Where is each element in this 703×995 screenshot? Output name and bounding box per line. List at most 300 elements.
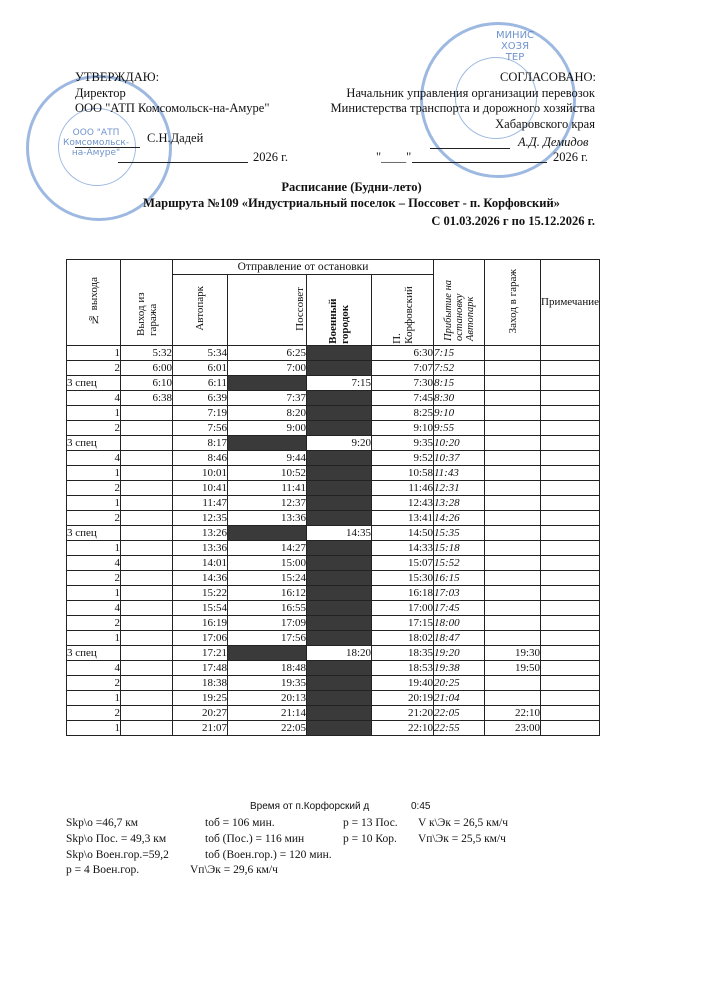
cell-possovet: 18:48 bbox=[228, 661, 307, 676]
cell-voen: 18:20 bbox=[307, 646, 372, 661]
cell-autopark: 10:01 bbox=[173, 466, 228, 481]
table-row bbox=[67, 421, 600, 436]
cell-voen bbox=[307, 481, 372, 496]
table-row bbox=[67, 631, 600, 646]
cell-korf: 20:19 bbox=[372, 691, 434, 706]
agree-date-suffix: 2026 г. bbox=[553, 150, 588, 164]
cell-exit: 4 bbox=[67, 556, 121, 571]
cell-autopark: 20:27 bbox=[173, 706, 228, 721]
cell-exit: 3 спец bbox=[67, 646, 121, 661]
table-row bbox=[67, 646, 600, 661]
cell-voen bbox=[307, 511, 372, 526]
cell-exit: 2 bbox=[67, 361, 121, 376]
cell-voen bbox=[307, 706, 372, 721]
left-stamp-line3: на-Амуре" bbox=[71, 148, 121, 158]
cell-arrival: 14:26 bbox=[434, 511, 485, 526]
cell-possovet bbox=[228, 376, 307, 391]
cell-note bbox=[541, 601, 600, 616]
cell-garage-in: 19:50 bbox=[485, 661, 541, 676]
cell-garage-out bbox=[121, 571, 173, 586]
cell-garage-in bbox=[485, 676, 541, 691]
agree-date-line bbox=[412, 162, 547, 163]
table-row bbox=[67, 361, 600, 376]
col-note: Примечание bbox=[541, 260, 600, 346]
cell-exit: 2 bbox=[67, 571, 121, 586]
cell-note bbox=[541, 616, 600, 631]
approve-date-suffix: 2026 г. bbox=[253, 150, 288, 164]
cell-exit: 4 bbox=[67, 451, 121, 466]
table-row bbox=[67, 346, 600, 361]
cell-garage-in bbox=[485, 691, 541, 706]
cell-garage-out bbox=[121, 451, 173, 466]
cell-autopark: 13:26 bbox=[173, 526, 228, 541]
cell-exit: 4 bbox=[67, 661, 121, 676]
table-row bbox=[67, 511, 600, 526]
agree-line2: Министерства транспорта и дорожного хозяйства bbox=[330, 101, 595, 115]
cell-garage-out bbox=[121, 496, 173, 511]
cell-garage-in bbox=[485, 436, 541, 451]
cell-korf: 7:07 bbox=[372, 361, 434, 376]
cell-garage-out bbox=[121, 691, 173, 706]
note-r-voen: р = 4 Воен.гор. bbox=[66, 864, 140, 876]
table-row bbox=[67, 451, 600, 466]
table-row bbox=[67, 571, 600, 586]
col-garage-out: Выход из гаража bbox=[121, 260, 173, 346]
right-stamp-line1: МИНИС bbox=[495, 30, 535, 41]
cell-arrival: 7:52 bbox=[434, 361, 485, 376]
cell-arrival: 19:38 bbox=[434, 661, 485, 676]
cell-arrival: 10:20 bbox=[434, 436, 485, 451]
cell-possovet: 7:37 bbox=[228, 391, 307, 406]
cell-garage-in bbox=[485, 526, 541, 541]
cell-garage-in bbox=[485, 586, 541, 601]
left-stamp-line2: Комсомольск- bbox=[62, 138, 130, 148]
note-tob-pos: tоб (Пос.) = 116 мин bbox=[205, 833, 305, 845]
cell-possovet: 22:05 bbox=[228, 721, 307, 736]
cell-garage-in bbox=[485, 421, 541, 436]
cell-korf: 15:07 bbox=[372, 556, 434, 571]
col-garage-in: Заход в гараж bbox=[485, 260, 541, 346]
cell-voen: 9:20 bbox=[307, 436, 372, 451]
cell-garage-in bbox=[485, 496, 541, 511]
cell-arrival: 9:10 bbox=[434, 406, 485, 421]
cell-korf: 16:18 bbox=[372, 586, 434, 601]
left-stamp-line1: ООО "АТП bbox=[72, 128, 120, 138]
cell-note bbox=[541, 646, 600, 661]
cell-voen: 14:35 bbox=[307, 526, 372, 541]
cell-garage-in bbox=[485, 616, 541, 631]
cell-possovet: 20:13 bbox=[228, 691, 307, 706]
cell-arrival: 17:03 bbox=[434, 586, 485, 601]
cell-garage-in bbox=[485, 346, 541, 361]
cell-exit: 1 bbox=[67, 631, 121, 646]
right-stamp-text bbox=[470, 30, 560, 63]
cell-possovet: 10:52 bbox=[228, 466, 307, 481]
table-row bbox=[67, 676, 600, 691]
cell-note bbox=[541, 631, 600, 646]
cell-note bbox=[541, 571, 600, 586]
cell-korf: 9:52 bbox=[372, 451, 434, 466]
cell-garage-out bbox=[121, 421, 173, 436]
cell-note bbox=[541, 451, 600, 466]
cell-note bbox=[541, 436, 600, 451]
cell-arrival: 11:43 bbox=[434, 466, 485, 481]
cell-arrival: 8:30 bbox=[434, 391, 485, 406]
cell-possovet: 12:37 bbox=[228, 496, 307, 511]
cell-possovet bbox=[228, 436, 307, 451]
cell-exit: 3 спец bbox=[67, 376, 121, 391]
table-row bbox=[67, 661, 600, 676]
note-v-ek: V к\Эк = 26,5 км/ч bbox=[418, 817, 509, 829]
table-row bbox=[67, 496, 600, 511]
cell-arrival: 17:45 bbox=[434, 601, 485, 616]
cell-garage-out bbox=[121, 481, 173, 496]
table-row bbox=[67, 436, 600, 451]
cell-exit: 2 bbox=[67, 511, 121, 526]
cell-garage-in bbox=[485, 481, 541, 496]
cell-arrival: 15:35 bbox=[434, 526, 485, 541]
cell-arrival: 21:04 bbox=[434, 691, 485, 706]
cell-exit: 1 bbox=[67, 691, 121, 706]
cell-garage-out: 6:00 bbox=[121, 361, 173, 376]
cell-autopark: 17:06 bbox=[173, 631, 228, 646]
cell-voen bbox=[307, 496, 372, 511]
cell-garage-out bbox=[121, 631, 173, 646]
cell-garage-out bbox=[121, 706, 173, 721]
note-r-kor: р = 10 Кор. bbox=[343, 833, 397, 845]
cell-garage-in bbox=[485, 451, 541, 466]
cell-voen bbox=[307, 616, 372, 631]
cell-autopark: 17:48 bbox=[173, 661, 228, 676]
cell-note bbox=[541, 391, 600, 406]
cell-korf: 18:02 bbox=[372, 631, 434, 646]
table-row bbox=[67, 706, 600, 721]
approve-org: ООО "АТП Комсомольск-на-Амуре" bbox=[75, 101, 270, 115]
cell-korf: 19:40 bbox=[372, 676, 434, 691]
schedule-table bbox=[66, 259, 600, 736]
right-stamp-line2: ХОЗЯ bbox=[500, 41, 530, 52]
approve-role: Директор bbox=[75, 86, 126, 100]
cell-possovet: 19:35 bbox=[228, 676, 307, 691]
cell-voen bbox=[307, 691, 372, 706]
cell-garage-in bbox=[485, 571, 541, 586]
cell-autopark: 10:41 bbox=[173, 481, 228, 496]
cell-voen bbox=[307, 571, 372, 586]
cell-arrival: 22:05 bbox=[434, 706, 485, 721]
cell-exit: 2 bbox=[67, 676, 121, 691]
table-row bbox=[67, 691, 600, 706]
cell-korf: 17:15 bbox=[372, 616, 434, 631]
cell-possovet: 16:55 bbox=[228, 601, 307, 616]
cell-garage-out bbox=[121, 466, 173, 481]
cell-voen bbox=[307, 661, 372, 676]
cell-note bbox=[541, 346, 600, 361]
note-tob: tоб = 106 мин. bbox=[205, 817, 275, 829]
agree-signer: А.Д. Демидов bbox=[518, 135, 589, 149]
col-stop-korf: П. Корфовский bbox=[372, 275, 434, 346]
cell-garage-out bbox=[121, 721, 173, 736]
cell-garage-out bbox=[121, 541, 173, 556]
table-row bbox=[67, 556, 600, 571]
cell-exit: 3 спец bbox=[67, 436, 121, 451]
cell-garage-in bbox=[485, 391, 541, 406]
cell-possovet: 16:12 bbox=[228, 586, 307, 601]
cell-exit: 2 bbox=[67, 481, 121, 496]
cell-arrival: 9:55 bbox=[434, 421, 485, 436]
cell-note bbox=[541, 496, 600, 511]
cell-voen bbox=[307, 601, 372, 616]
cell-korf: 17:00 bbox=[372, 601, 434, 616]
cell-korf: 22:10 bbox=[372, 721, 434, 736]
cell-note bbox=[541, 586, 600, 601]
cell-voen bbox=[307, 451, 372, 466]
cell-autopark: 6:11 bbox=[173, 376, 228, 391]
right-stamp-line3: ТЕР bbox=[505, 52, 525, 63]
cell-voen bbox=[307, 466, 372, 481]
cell-korf: 9:10 bbox=[372, 421, 434, 436]
cell-note bbox=[541, 421, 600, 436]
cell-garage-out bbox=[121, 676, 173, 691]
cell-garage-in: 22:10 bbox=[485, 706, 541, 721]
cell-arrival: 22:55 bbox=[434, 721, 485, 736]
cell-arrival: 19:20 bbox=[434, 646, 485, 661]
cell-arrival: 7:15 bbox=[434, 346, 485, 361]
cell-note bbox=[541, 526, 600, 541]
table-row bbox=[67, 616, 600, 631]
cell-note bbox=[541, 676, 600, 691]
cell-possovet: 15:24 bbox=[228, 571, 307, 586]
cell-exit: 2 bbox=[67, 421, 121, 436]
agree-line3: Хабаровского края bbox=[495, 117, 595, 131]
cell-garage-out bbox=[121, 586, 173, 601]
cell-exit: 1 bbox=[67, 496, 121, 511]
cell-possovet bbox=[228, 526, 307, 541]
cell-voen bbox=[307, 361, 372, 376]
cell-arrival: 10:37 bbox=[434, 451, 485, 466]
cell-korf: 12:43 bbox=[372, 496, 434, 511]
schedule-title: Расписание (Будни-лето) bbox=[281, 180, 422, 194]
time-note-label: Время от п.Корфорский д bbox=[250, 801, 370, 812]
note-skp-voen: Skp\o Воен.гор.=59,2 bbox=[66, 849, 169, 861]
cell-note bbox=[541, 721, 600, 736]
cell-voen bbox=[307, 676, 372, 691]
cell-garage-out bbox=[121, 436, 173, 451]
cell-possovet: 9:44 bbox=[228, 451, 307, 466]
cell-garage-in bbox=[485, 361, 541, 376]
cell-garage-out bbox=[121, 406, 173, 421]
cell-garage-in bbox=[485, 541, 541, 556]
approve-date-line bbox=[118, 162, 248, 163]
cell-korf: 11:46 bbox=[372, 481, 434, 496]
table-row bbox=[67, 466, 600, 481]
approve-signer: С.Н.Дадей bbox=[147, 131, 204, 145]
cell-korf: 7:30 bbox=[372, 376, 434, 391]
cell-autopark: 6:39 bbox=[173, 391, 228, 406]
table-row bbox=[67, 406, 600, 421]
route-title: Маршрута №109 «Индустриальный поселок – Поссовет - п. Корфовский» bbox=[143, 196, 560, 210]
time-note-value: 0:45 bbox=[411, 801, 431, 812]
cell-note bbox=[541, 406, 600, 421]
cell-garage-in bbox=[485, 556, 541, 571]
cell-autopark: 15:54 bbox=[173, 601, 228, 616]
cell-note bbox=[541, 556, 600, 571]
cell-exit: 2 bbox=[67, 616, 121, 631]
cell-garage-in bbox=[485, 511, 541, 526]
cell-exit: 4 bbox=[67, 391, 121, 406]
table-row bbox=[67, 541, 600, 556]
cell-voen: 7:15 bbox=[307, 376, 372, 391]
cell-autopark: 19:25 bbox=[173, 691, 228, 706]
approve-heading: УТВЕРЖДАЮ: bbox=[75, 70, 160, 84]
cell-arrival: 16:15 bbox=[434, 571, 485, 586]
table-row bbox=[67, 586, 600, 601]
cell-arrival: 18:00 bbox=[434, 616, 485, 631]
cell-garage-out bbox=[121, 616, 173, 631]
cell-autopark: 21:07 bbox=[173, 721, 228, 736]
cell-autopark: 7:56 bbox=[173, 421, 228, 436]
cell-possovet: 15:00 bbox=[228, 556, 307, 571]
cell-note bbox=[541, 706, 600, 721]
cell-exit: 1 bbox=[67, 721, 121, 736]
cell-exit: 3 спец bbox=[67, 526, 121, 541]
left-stamp-text bbox=[62, 128, 130, 158]
cell-exit: 1 bbox=[67, 586, 121, 601]
cell-possovet: 8:20 bbox=[228, 406, 307, 421]
cell-possovet: 7:00 bbox=[228, 361, 307, 376]
cell-garage-out bbox=[121, 661, 173, 676]
cell-possovet bbox=[228, 646, 307, 661]
cell-exit: 1 bbox=[67, 346, 121, 361]
note-skp-pos: Skp\o Пос. = 49,3 км bbox=[66, 833, 167, 845]
table-row bbox=[67, 601, 600, 616]
cell-garage-out: 5:32 bbox=[121, 346, 173, 361]
cell-autopark: 6:01 bbox=[173, 361, 228, 376]
agree-date-prefix: "____" bbox=[376, 150, 412, 164]
cell-possovet: 6:25 bbox=[228, 346, 307, 361]
cell-voen bbox=[307, 346, 372, 361]
cell-autopark: 14:36 bbox=[173, 571, 228, 586]
col-stop-voen: Военный городок bbox=[307, 275, 372, 346]
cell-korf: 14:33 bbox=[372, 541, 434, 556]
agree-line1: Начальник управления организации перевозок bbox=[346, 86, 595, 100]
cell-korf: 18:35 bbox=[372, 646, 434, 661]
period: С 01.03.2026 г по 15.12.2026 г. bbox=[431, 214, 595, 228]
table-row bbox=[67, 376, 600, 391]
cell-arrival: 12:31 bbox=[434, 481, 485, 496]
cell-autopark: 5:34 bbox=[173, 346, 228, 361]
cell-autopark: 11:47 bbox=[173, 496, 228, 511]
cell-korf: 21:20 bbox=[372, 706, 434, 721]
cell-garage-out bbox=[121, 601, 173, 616]
cell-garage-in: 23:00 bbox=[485, 721, 541, 736]
note-r-pos: р = 13 Пос. bbox=[343, 817, 398, 829]
cell-autopark: 17:21 bbox=[173, 646, 228, 661]
cell-note bbox=[541, 661, 600, 676]
cell-voen bbox=[307, 631, 372, 646]
cell-voen bbox=[307, 556, 372, 571]
cell-autopark: 14:01 bbox=[173, 556, 228, 571]
cell-arrival: 8:15 bbox=[434, 376, 485, 391]
table-row bbox=[67, 481, 600, 496]
note-tob-voen: tоб (Воен.гор.) = 120 мин. bbox=[205, 849, 332, 861]
cell-possovet: 21:14 bbox=[228, 706, 307, 721]
cell-exit: 1 bbox=[67, 541, 121, 556]
cell-korf: 18:53 bbox=[372, 661, 434, 676]
cell-garage-in bbox=[485, 376, 541, 391]
note-vp-ek: Vп\Эк = 25,5 км/ч bbox=[418, 833, 506, 845]
cell-note bbox=[541, 466, 600, 481]
cell-note bbox=[541, 481, 600, 496]
col-exit-no: № выхода bbox=[67, 260, 121, 346]
cell-garage-out: 6:38 bbox=[121, 391, 173, 406]
table-row bbox=[67, 526, 600, 541]
cell-korf: 14:50 bbox=[372, 526, 434, 541]
cell-garage-in: 19:30 bbox=[485, 646, 541, 661]
col-arrival: Прибытие на остановку Автопарк bbox=[434, 260, 485, 346]
cell-note bbox=[541, 541, 600, 556]
cell-korf: 13:41 bbox=[372, 511, 434, 526]
cell-arrival: 20:25 bbox=[434, 676, 485, 691]
cell-korf: 10:58 bbox=[372, 466, 434, 481]
cell-korf: 6:30 bbox=[372, 346, 434, 361]
approve-signature-line bbox=[75, 147, 140, 148]
table-row bbox=[67, 391, 600, 406]
cell-exit: 4 bbox=[67, 601, 121, 616]
cell-garage-out bbox=[121, 511, 173, 526]
cell-garage-in bbox=[485, 466, 541, 481]
cell-possovet: 13:36 bbox=[228, 511, 307, 526]
cell-autopark: 7:19 bbox=[173, 406, 228, 421]
cell-exit: 1 bbox=[67, 466, 121, 481]
cell-voen bbox=[307, 421, 372, 436]
note-skp: Skp\o =46,7 км bbox=[66, 817, 139, 829]
cell-autopark: 8:46 bbox=[173, 451, 228, 466]
cell-garage-out bbox=[121, 526, 173, 541]
cell-autopark: 12:35 bbox=[173, 511, 228, 526]
cell-autopark: 15:22 bbox=[173, 586, 228, 601]
col-stop-autopark: Автопарк bbox=[173, 275, 228, 346]
cell-autopark: 8:17 bbox=[173, 436, 228, 451]
cell-exit: 2 bbox=[67, 706, 121, 721]
cell-possovet: 17:09 bbox=[228, 616, 307, 631]
cell-korf: 15:30 bbox=[372, 571, 434, 586]
agree-signature-line bbox=[430, 148, 510, 149]
cell-voen bbox=[307, 406, 372, 421]
cell-garage-out bbox=[121, 556, 173, 571]
cell-garage-in bbox=[485, 601, 541, 616]
agree-heading: СОГЛАСОВАНО: bbox=[499, 70, 596, 84]
cell-note bbox=[541, 511, 600, 526]
cell-garage-out bbox=[121, 646, 173, 661]
col-departure-group: Отправление от остановки bbox=[173, 260, 434, 275]
cell-note bbox=[541, 361, 600, 376]
cell-possovet: 14:27 bbox=[228, 541, 307, 556]
cell-autopark: 13:36 bbox=[173, 541, 228, 556]
cell-exit: 1 bbox=[67, 406, 121, 421]
cell-possovet: 17:56 bbox=[228, 631, 307, 646]
cell-arrival: 13:28 bbox=[434, 496, 485, 511]
cell-voen bbox=[307, 586, 372, 601]
table-row bbox=[67, 721, 600, 736]
cell-garage-in bbox=[485, 406, 541, 421]
cell-voen bbox=[307, 391, 372, 406]
cell-garage-out: 6:10 bbox=[121, 376, 173, 391]
cell-possovet: 11:41 bbox=[228, 481, 307, 496]
cell-garage-in bbox=[485, 631, 541, 646]
cell-autopark: 16:19 bbox=[173, 616, 228, 631]
cell-autopark: 18:38 bbox=[173, 676, 228, 691]
cell-korf: 7:45 bbox=[372, 391, 434, 406]
